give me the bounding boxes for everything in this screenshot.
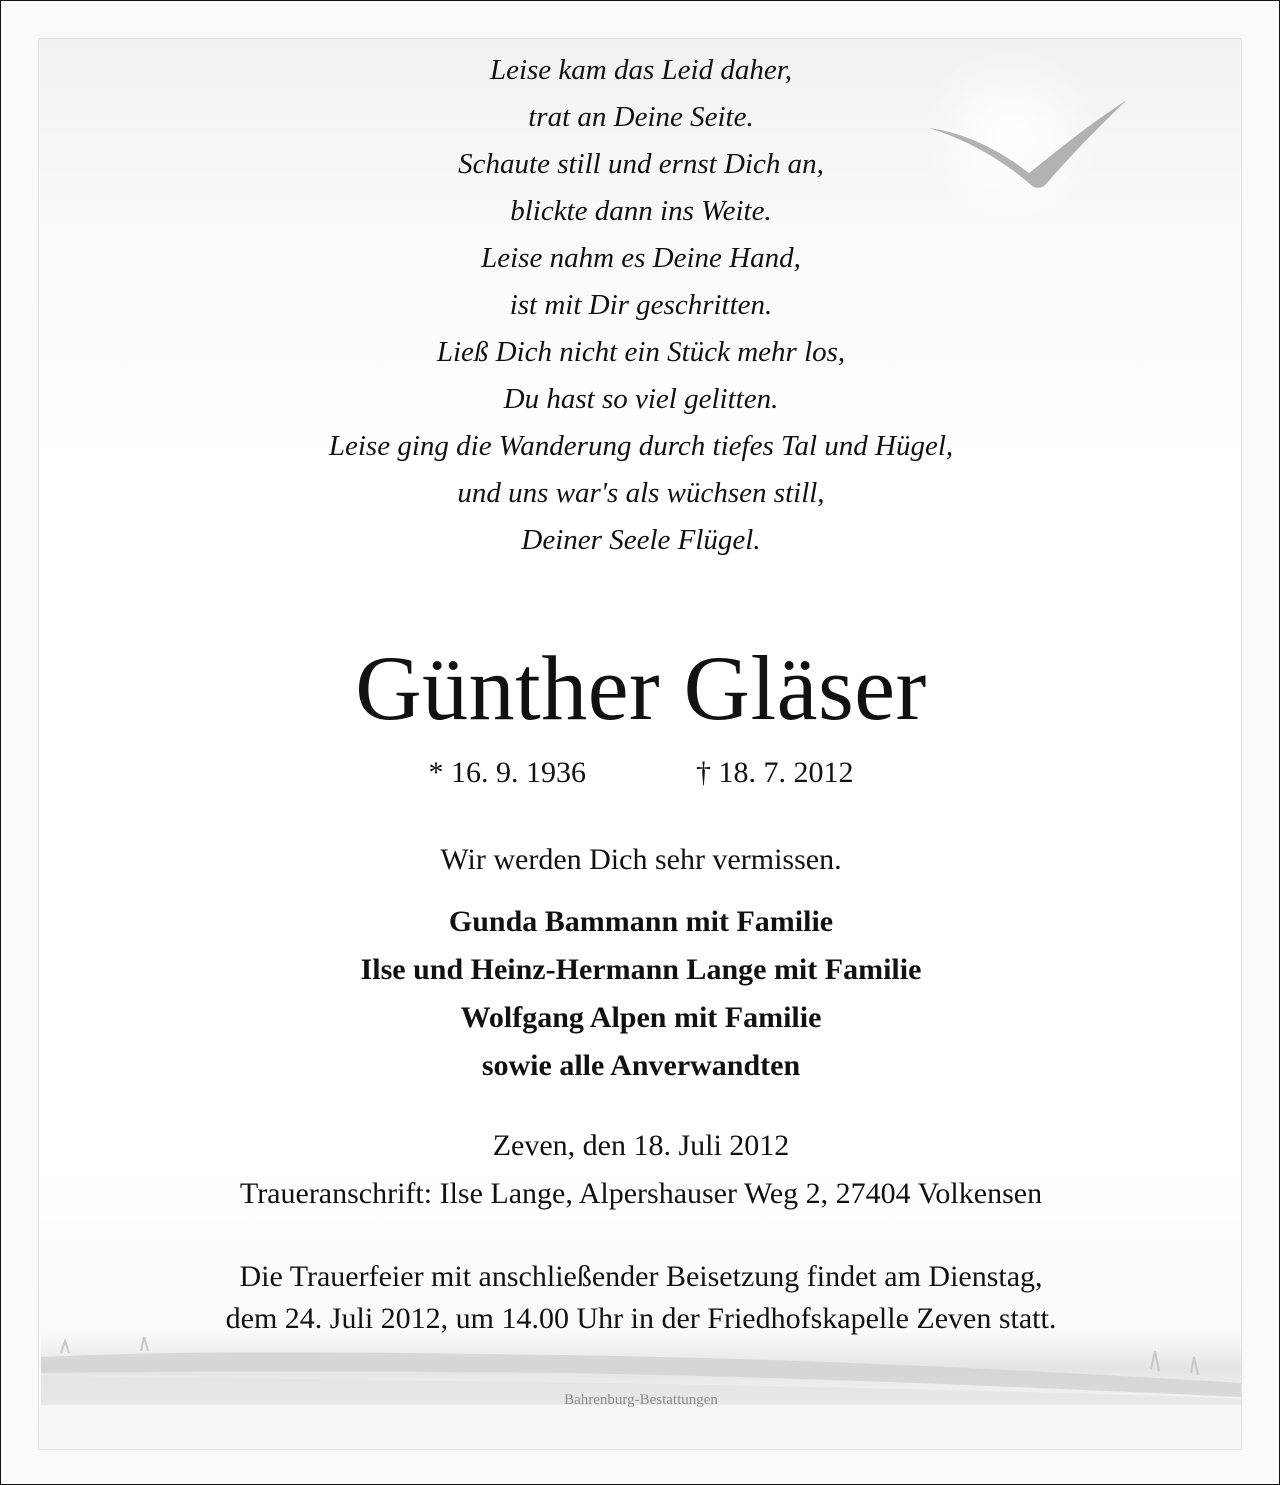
poem-line: und uns war's als wüchsen still, bbox=[457, 477, 825, 509]
poem-line: ist mit Dir geschritten. bbox=[509, 289, 773, 321]
place-date: Zeven, den 18. Juli 2012 bbox=[492, 1129, 790, 1162]
death-date: † 18. 7. 2012 bbox=[696, 756, 854, 789]
funeral-home-imprint: Bahrenburg-Bestattungen bbox=[564, 1392, 718, 1408]
poem-line: Leise kam das Leid daher, bbox=[489, 54, 793, 86]
service-line: dem 24. Juli 2012, um 14.00 Uhr in der Friedhofskapelle Zeven statt. bbox=[225, 1302, 1057, 1335]
poem-line: blickte dann ins Weite. bbox=[510, 195, 772, 227]
mourner-line: Gunda Bammann mit Familie bbox=[448, 905, 834, 938]
mourning-address: Traueranschrift: Ilse Lange, Alpershauser Weg 2, 27404 Volkensen bbox=[239, 1177, 1043, 1210]
poem-line: Schaute still und ernst Dich an, bbox=[458, 148, 824, 180]
poem-line: Du hast so viel gelitten. bbox=[503, 383, 779, 415]
service-info bbox=[1, 1256, 1280, 1340]
farewell-message: Wir werden Dich sehr vermissen. bbox=[440, 843, 842, 876]
deceased-name: Günther Gläser bbox=[355, 637, 927, 739]
mourner-line: sowie alle Anverwandten bbox=[481, 1049, 801, 1082]
mourner-line: Ilse und Heinz-Hermann Lange mit Familie bbox=[360, 953, 922, 986]
poem-line: trat an Deine Seite. bbox=[528, 101, 754, 133]
poem bbox=[1, 47, 1280, 564]
poem-line: Ließ Dich nicht ein Stück mehr los, bbox=[436, 336, 846, 368]
poem-line: Leise nahm es Deine Hand, bbox=[481, 242, 801, 274]
birth-date: * 16. 9. 1936 bbox=[428, 756, 586, 789]
mourners-list bbox=[1, 898, 1280, 1090]
poem-line: Deiner Seele Flügel. bbox=[521, 524, 761, 556]
mourner-line: Wolfgang Alpen mit Familie bbox=[460, 1001, 822, 1034]
service-line: Die Trauerfeier mit anschließender Beisetzung findet am Dienstag, bbox=[239, 1260, 1043, 1293]
poem-line: Leise ging die Wanderung durch tiefes Tal und Hügel, bbox=[328, 430, 954, 462]
life-dates bbox=[1, 753, 1280, 793]
